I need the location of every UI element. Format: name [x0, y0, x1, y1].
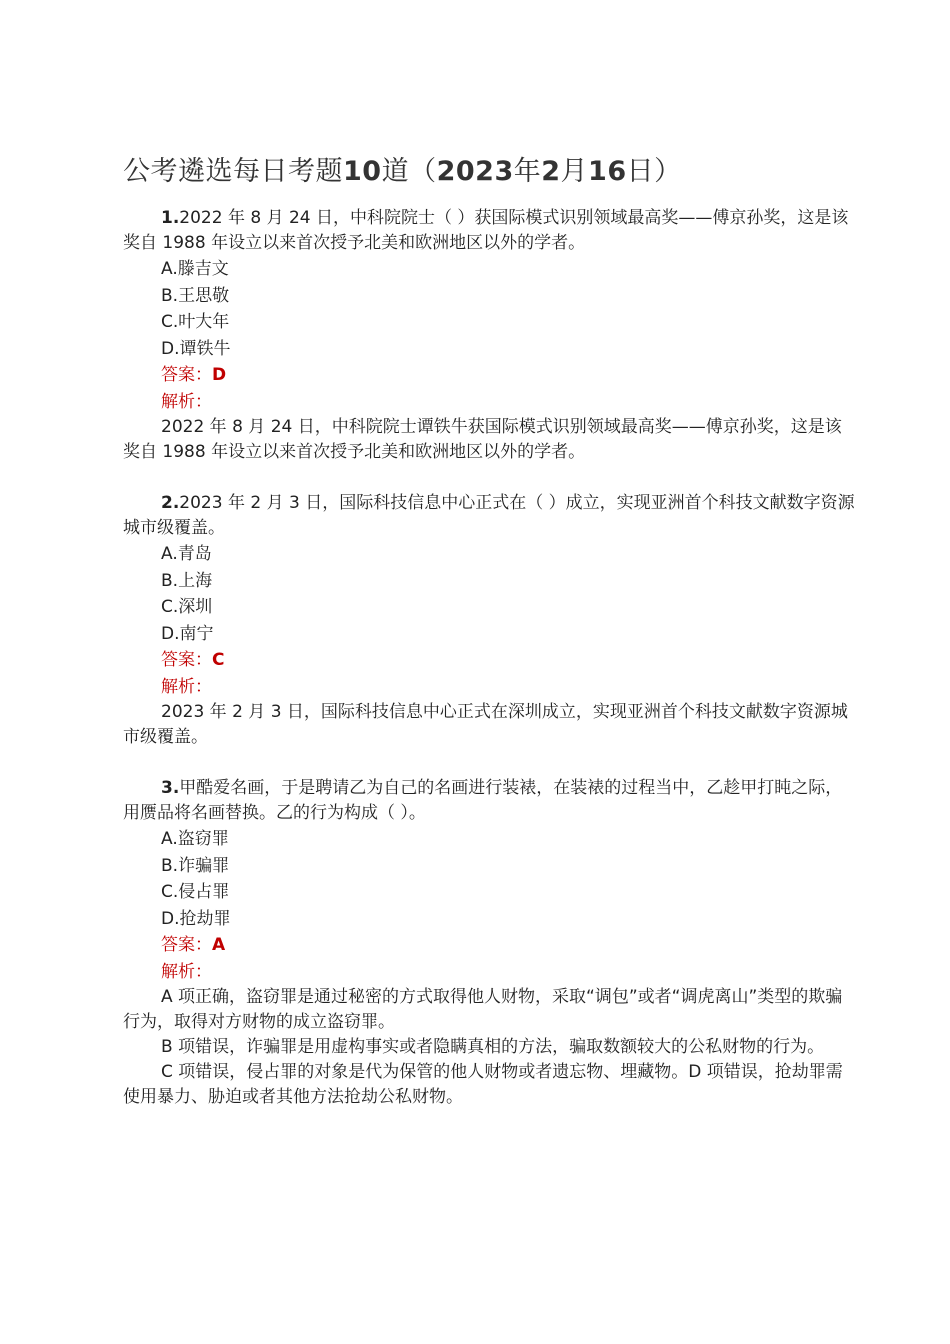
answer-label: 答案：	[161, 935, 212, 955]
title-month-unit: 月	[560, 156, 589, 187]
title-count: 10	[343, 156, 382, 187]
analysis-paragraph: C 项错误，侵占罪的对象是代为保管的他人财物或者遗忘物、埋藏物。D 项错误，抢劫罪需使用暴力、胁迫或者其他方法抢劫公私财物。	[123, 1062, 843, 1107]
answer-line	[123, 932, 858, 959]
analysis-paragraph: 2022 年 8 月 24 日，中科院院士谭铁牛获国际模式识别领域最高奖——傅京孙奖，这是该奖自 1988 年设立以来首次授予北美和欧洲地区以外的学者。	[123, 417, 842, 462]
answer-label: 答案：	[161, 365, 212, 385]
option-b: B.诈骗罪	[161, 855, 230, 876]
analysis-paragraph: B 项错误，诈骗罪是用虚构事实或者隐瞒真相的方法，骗取数额较大的公私财物的行为。	[161, 1037, 825, 1057]
answer-value: C	[212, 650, 225, 670]
title-day: 16	[588, 156, 627, 187]
question-text: 2022 年 8 月 24 日，中科院院士（ ）获国际模式识别领域最高奖——傅京孙奖，这是该奖自 1988 年设立以来首次授予北美和欧洲地区以外的学者。	[123, 208, 849, 253]
answer-line	[123, 647, 858, 674]
answer-label: 答案：	[161, 650, 212, 670]
option-a: A.盗窃罪	[161, 829, 229, 849]
option-c: C.深圳	[161, 597, 213, 617]
option-d: D.谭铁牛	[161, 338, 231, 359]
analysis-line	[123, 389, 858, 416]
option-d: D.南宁	[161, 623, 214, 644]
analysis-label: 解析：	[161, 961, 212, 982]
title-year-unit: 年	[513, 156, 542, 187]
title-mid: 道（	[381, 156, 437, 187]
answer-value: A	[212, 935, 226, 955]
option-b: B.上海	[161, 570, 213, 591]
title-prefix: 公考遴选每日考题	[123, 156, 343, 187]
analysis-label: 解析：	[161, 391, 212, 412]
question-text: 甲酷爱名画，于是聘请乙为自己的名画进行装裱，在装裱的过程当中，乙趁甲打盹之际，用赝品将名画替换。乙的行为构成（ ）。	[123, 778, 843, 823]
option-c: C.侵占罪	[161, 882, 230, 902]
analysis-line	[123, 674, 858, 701]
option-a: A.青岛	[161, 544, 212, 564]
question-number: 1.	[161, 208, 180, 228]
document-page	[123, 150, 858, 1136]
analysis-line	[123, 959, 858, 986]
analysis-paragraph: 2023 年 2 月 3 日，国际科技信息中心正式在深圳成立，实现亚洲首个科技文献数字资源城市级覆盖。	[123, 702, 848, 747]
question-2	[123, 491, 858, 750]
option-c: C.叶大年	[161, 312, 230, 332]
question-number: 2.	[161, 493, 180, 513]
analysis-paragraph: A 项正确，盗窃罪是通过秘密的方式取得他人财物，采取“调包”或者“调虎离山”类型的欺骗行为，取得对方财物的成立盗窃罪。	[123, 987, 843, 1032]
page-title	[123, 150, 858, 194]
question-3	[123, 776, 858, 1110]
title-month: 2	[541, 156, 561, 187]
question-stem	[123, 491, 858, 541]
title-year: 2023	[436, 156, 514, 187]
question-1	[123, 206, 858, 465]
option-a: A.滕吉文	[161, 259, 229, 279]
title-suffix: 日）	[626, 156, 682, 187]
answer-line	[123, 362, 858, 389]
question-stem	[123, 776, 858, 826]
analysis-label: 解析：	[161, 676, 212, 697]
option-b: B.王思敬	[161, 285, 230, 306]
option-d: D.抢劫罪	[161, 908, 231, 929]
answer-value: D	[212, 365, 227, 385]
question-number: 3.	[161, 778, 180, 798]
question-text: 2023 年 2 月 3 日，国际科技信息中心正式在（ ）成立，实现亚洲首个科技文献数字资源城市级覆盖。	[123, 493, 855, 538]
question-stem	[123, 206, 858, 256]
